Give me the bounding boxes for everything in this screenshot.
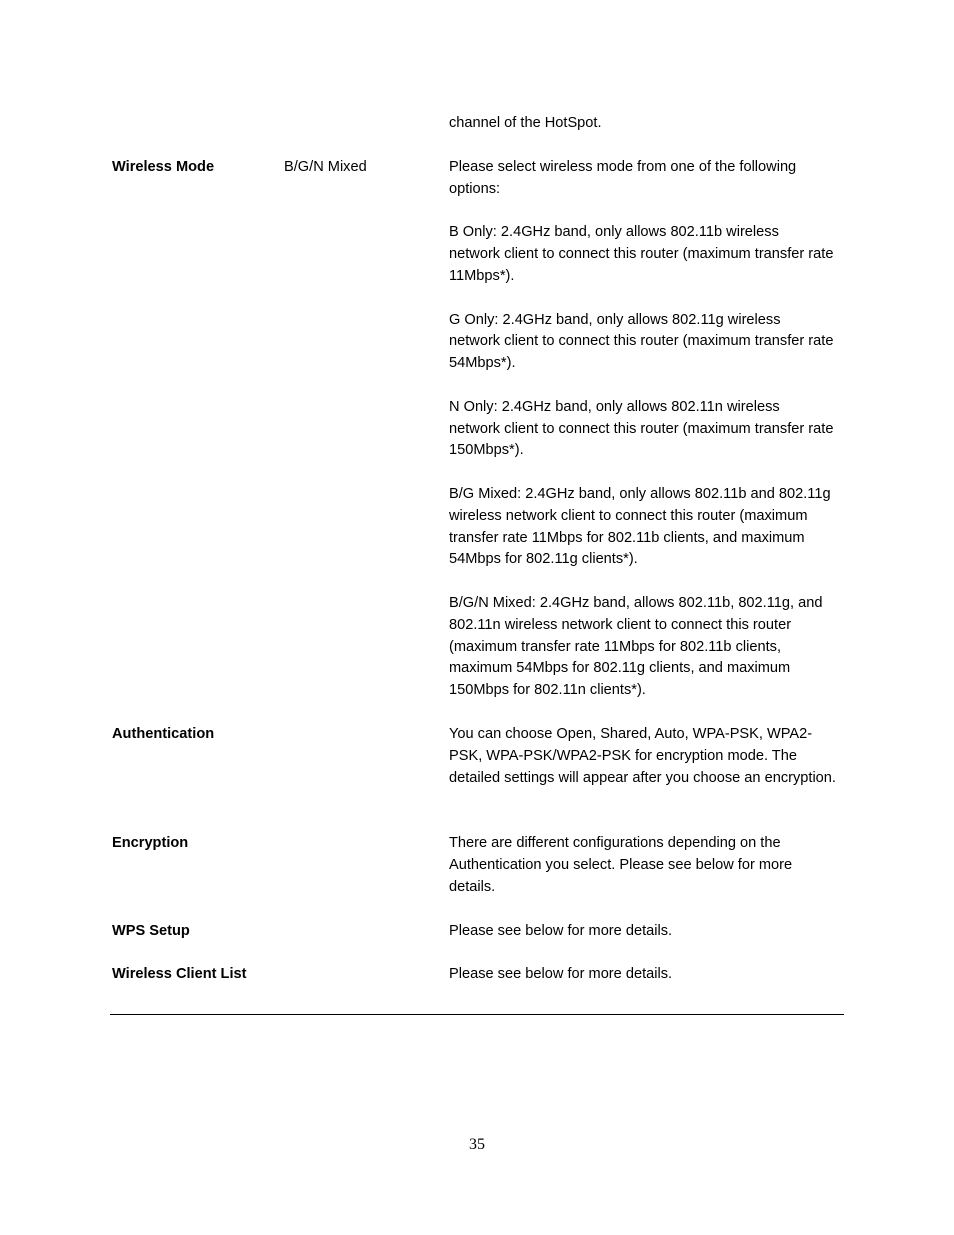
encryption-description [449, 833, 849, 898]
wireless-mode-g-only: G Only: 2.4GHz band, only allows 802.11g wireless network client to connect this router (maximum transfer rate 54Mbps*). [449, 311, 834, 372]
wireless-client-list-text: Please see below for more details. [449, 966, 673, 982]
wireless-mode-b-only: B Only: 2.4GHz band, only allows 802.11b wireless network client to connect this router (maximum transfer rate 11Mbps*). [449, 224, 834, 284]
authentication-description [449, 724, 849, 789]
page-number: 35 [469, 1136, 485, 1153]
table-bottom-rule [110, 1014, 844, 1015]
wireless-mode-value: B/G/N Mixed [284, 159, 367, 175]
wireless-mode-n-only: N Only: 2.4GHz band, only allows 802.11n wireless network client to connect this router (maximum transfer rate 150Mbps*). [449, 398, 834, 459]
wireless-client-list-label: Wireless Client List [112, 966, 247, 982]
wireless-mode-bg-mixed: B/G Mixed: 2.4GHz band, only allows 802.11b and 802.11g wireless network client to connect this router (maximum transfer rate 11Mbps for 802.11b clients, and maximum 54Mbps for 802.11g clients*). [449, 485, 831, 568]
wireless-client-list-description [449, 964, 849, 986]
wireless-mode-description [449, 157, 849, 702]
wireless-mode-intro: Please select wireless mode from one of the following options: [449, 159, 797, 197]
encryption-label: Encryption [112, 835, 189, 851]
wireless-mode-bgn-mixed: B/G/N Mixed: 2.4GHz band, allows 802.11b, 802.11g, and 802.11n wireless network client to connect this router (maximum transfer rate 11Mbps for 802.11b clients, maximum 54Mbps for 802.11g clients, and maximum 150Mbps for 802.11n clients*). [449, 594, 823, 699]
authentication-text: You can choose Open, Shared, Auto, WPA-PSK, WPA2-PSK, WPA-PSK/WPA2-PSK for encryption mode. The detailed settings will appear after you choose an encryption. [449, 726, 836, 786]
authentication-label: Authentication [112, 726, 215, 742]
wireless-mode-label: Wireless Mode [112, 159, 215, 175]
continuation-text: channel of the HotSpot. [449, 115, 602, 131]
encryption-text: There are different configurations depending on the Authentication you select. Please see below for more details. [449, 835, 793, 895]
wps-setup-description [449, 921, 849, 943]
wps-setup-text: Please see below for more details. [449, 923, 673, 939]
wps-setup-label: WPS Setup [112, 923, 190, 939]
